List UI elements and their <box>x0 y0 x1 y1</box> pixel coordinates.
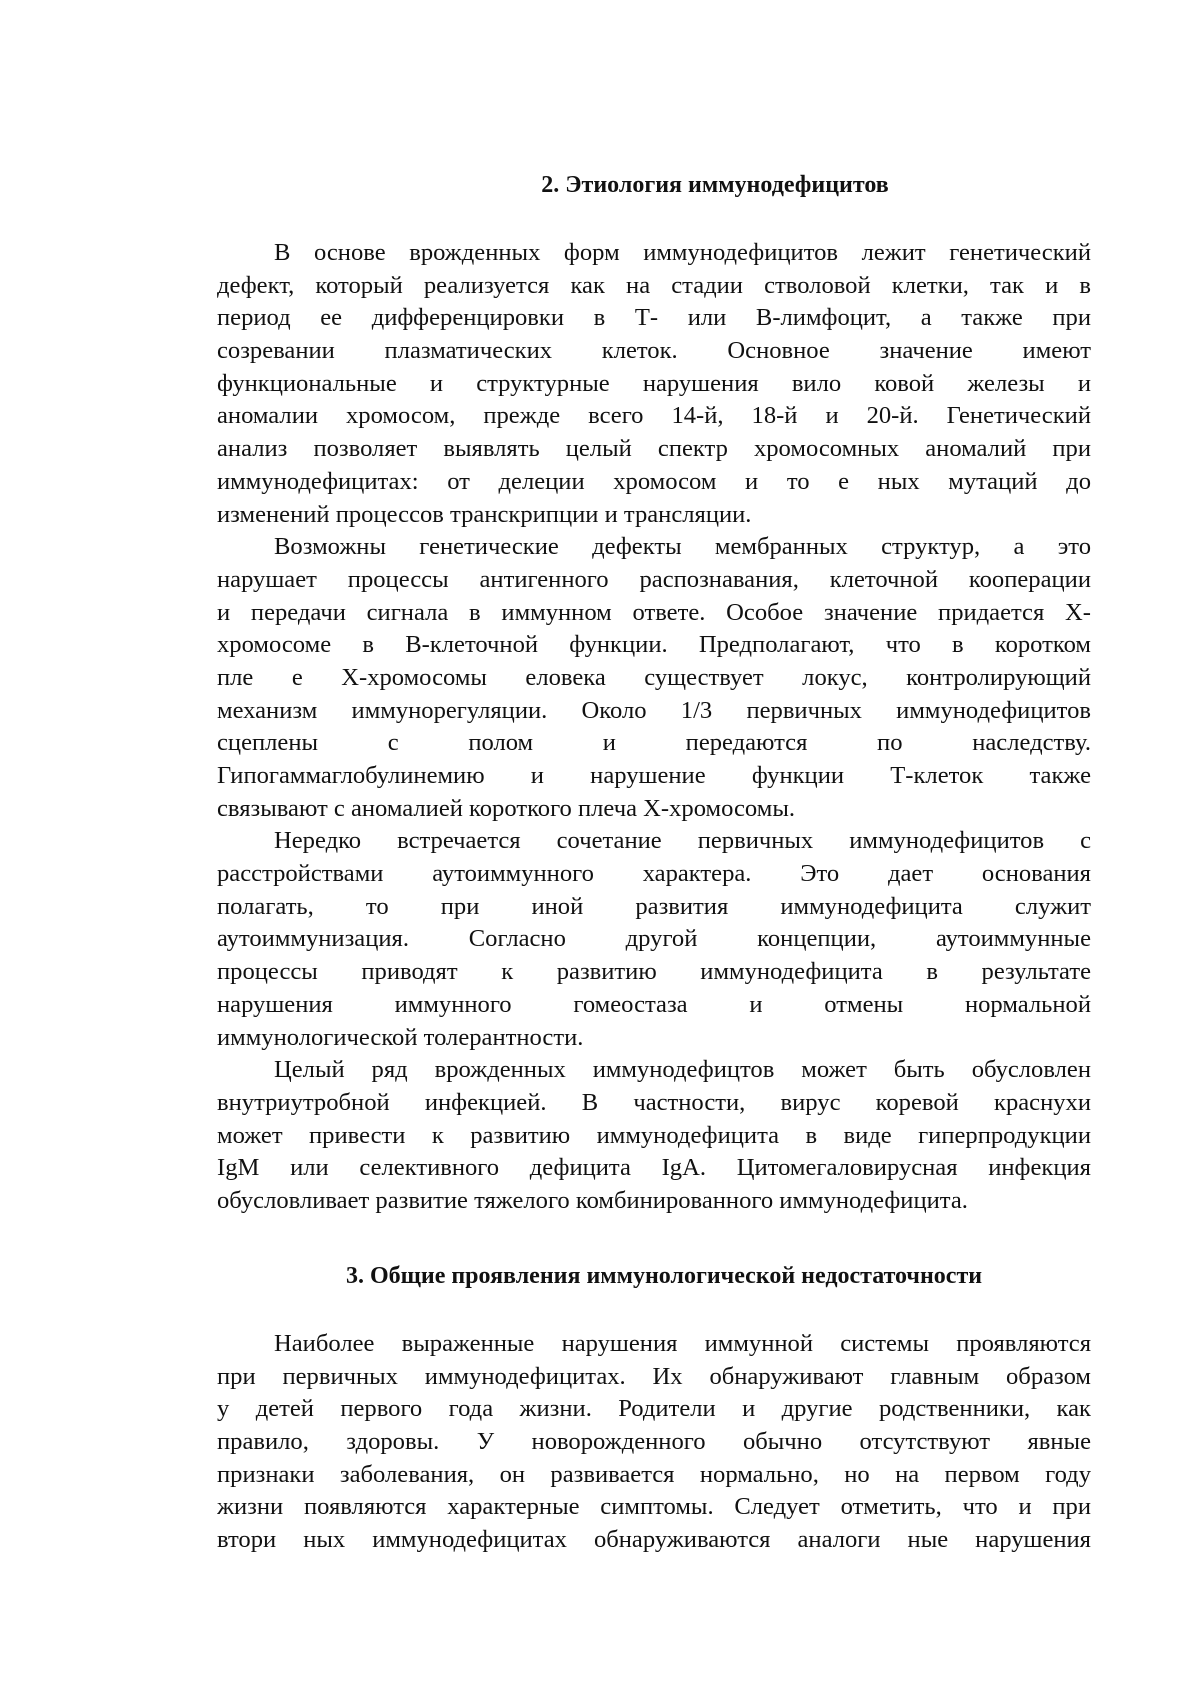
text-line: механизм иммунорегуляции. Около 1/3 первичных иммунодефицитов <box>217 696 1091 724</box>
text-line: втори ных иммунодефицитах обнаруживаются аналоги ные нарушения <box>217 1526 1091 1554</box>
text-line: связывают с аномалией короткого плеча Х-хромосомы. <box>217 794 795 822</box>
text-line: обусловливает развитие тяжелого комбинированного иммунодефицита. <box>217 1186 968 1214</box>
text-line: пле е Х-хромосомы еловека существует локус, контролирующий <box>217 663 1091 691</box>
text-line: иммунологической толерантности. <box>217 1023 584 1051</box>
text-line: сцеплены с полом и передаются по наследству. <box>217 729 1091 757</box>
text-line: нарушения иммунного гомеостаза и отмены нормальной <box>217 990 1091 1018</box>
text-line: аутоиммунизация. Согласно другой концепции, аутоиммунные <box>217 925 1091 953</box>
text-line: и передачи сигнала в иммунном ответе. Особое значение придается Х- <box>217 598 1091 626</box>
text-line: Возможны генетические дефекты мембранных структур, а это <box>274 533 1091 561</box>
paragraph <box>217 825 1091 1054</box>
text-line: правило, здоровы. У новорожденного обычно отсутствуют явные <box>217 1428 1091 1456</box>
text-line: функциональные и структурные нарушения вило ковой железы и <box>217 369 1091 397</box>
text-line: анализ позволяет выявлять целый спектр хромосомных аномалий при <box>217 435 1091 463</box>
text-line: иммунодефицитах: от делеции хромосом и то е ных мутаций до <box>217 467 1091 495</box>
text-line: расстройствами аутоиммунного характера. Это дает основания <box>217 860 1091 888</box>
text-line: нарушает процессы антигенного распознавания, клеточной кооперации <box>217 565 1091 593</box>
text-line: IgM или селективного дефицита IgA. Цитомегаловирусная инфекция <box>217 1154 1091 1182</box>
text-line: Нередко встречается сочетание первичных иммунодефицитов с <box>274 827 1091 855</box>
text-line: В основе врожденных форм иммунодефицитов лежит генетический <box>274 239 1091 266</box>
section-heading: 2. Этиология иммунодефицитов <box>541 172 889 198</box>
text-line: Гипогаммаглобулинемию и нарушение функции Т-клеток также <box>217 762 1091 789</box>
section-general-manifestations <box>217 1262 1091 1557</box>
section-etiology <box>217 171 1091 1218</box>
text-line: Целый ряд врожденных иммунодефицтов может быть обусловлен <box>274 1056 1091 1084</box>
paragraph <box>217 237 1091 531</box>
paragraph <box>217 1054 1091 1217</box>
text-line: внутриутробной инфекцией. В частности, вирус коревой краснухи <box>217 1088 1091 1116</box>
text-line: созревании плазматических клеток. Основное значение имеют <box>217 337 1091 365</box>
section-heading: 3. Общие проявления иммунологической недостаточности <box>345 1263 983 1289</box>
text-line: жизни появляются характерные симптомы. Следует отметить, что и при <box>217 1493 1091 1521</box>
text-line: дефект, который реализуется как на стадии стволовой клетки, так и в <box>217 271 1091 299</box>
paragraph <box>217 1328 1091 1557</box>
paragraph <box>217 531 1091 825</box>
text-line: период ее дифференцировки в Т- или В-лимфоцит, а также при <box>217 304 1091 332</box>
section-body <box>217 237 1091 1218</box>
text-line: при первичных иммунодефицитах. Их обнаруживают главным образом <box>217 1362 1091 1390</box>
text-line: полагать, то при иной развития иммунодефицита служит <box>217 892 1091 920</box>
text-line: может привести к развитию иммунодефицита в виде гиперпродукции <box>217 1121 1091 1149</box>
text-line: хромосоме в В-клеточной функции. Предполагают, что в коротком <box>217 631 1091 659</box>
section-body <box>217 1328 1091 1557</box>
text-line: Наиболее выраженные нарушения иммунной системы проявляются <box>274 1330 1091 1357</box>
text-line: изменений процессов транскрипции и трансляции. <box>217 500 752 528</box>
text-line: процессы приводят к развитию иммунодефицита в результате <box>217 958 1091 986</box>
text-line: аномалии хромосом, прежде всего 14-й, 18-й и 20-й. Генетический <box>217 402 1091 430</box>
text-line: признаки заболевания, он развивается нормально, но на первом году <box>217 1460 1091 1488</box>
text-line: у детей первого года жизни. Родители и другие родственники, как <box>217 1395 1091 1423</box>
